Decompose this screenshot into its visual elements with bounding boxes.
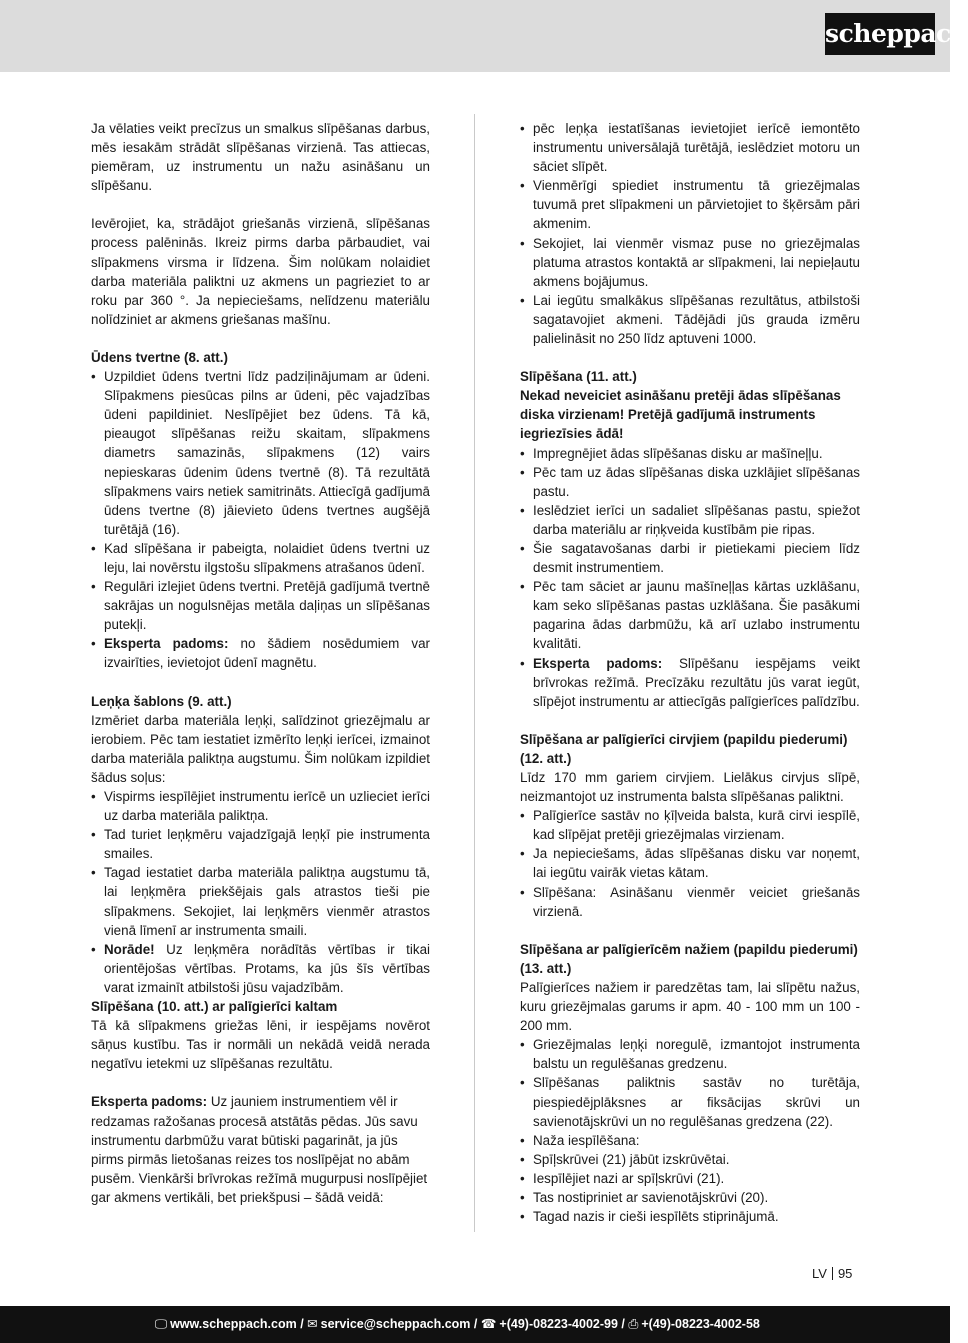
list-item: • Lai iegūtu smalkākus slīpēšanas rezultātus, atbilstoši sagatavojiet akmeni. Tādējādi jūs grauda izmēru palielināsit no 250 līdz aptuveni 1000. <box>520 291 860 348</box>
grinding-11-warning: Nekad neveiciet asināšanu pretēji ādas slīpēšanas diska virzienam! Pretējā gadījumā instruments iegriezīsies ādā! <box>520 388 841 442</box>
grinding-10-tip <box>91 1092 430 1207</box>
knives-intro: Palīgierīces nažiem ir paredzētas tam, lai slīpētu nažus, kuru griezējmalas garums ir apm. 40 - 100 mm un 100 - 200 mm. <box>520 979 860 1034</box>
grinding-11-list <box>520 444 860 711</box>
mail-icon: ✉ <box>307 1317 318 1331</box>
footer-email[interactable]: service@scheppach.com / <box>320 1317 478 1331</box>
footer-fax: +(49)-08223-4002-58 <box>641 1317 760 1331</box>
list-item: • pēc leņķa iestatīšanas ievietojiet ierīcē iemontēto instrumentu universālajā turētājā, ieslēdziet motoru un sāciet slīpēt. <box>520 119 860 176</box>
steps-list <box>520 119 860 348</box>
water-tank-heading: Ūdens tvertne (8. att.) <box>91 349 228 365</box>
angle-template-list <box>91 787 430 997</box>
right-column <box>520 119 860 1226</box>
list-item: • Pēc tam sāciet ar jaunu mašīneļļas kārtas uzklāšanu, kam seko slīpēšanas pastas uzklāšana. Šie pasākumi pagarina ādas darbmūžu, kā arī uzlabo instrumentu kvalitāti. <box>520 577 860 653</box>
axes-intro: Līdz 170 mm gariem cirvjiem. Lielākus cirvjus slīpē, neizmantojot uz instrumenta balsta slīpēšanas paliktni. <box>520 770 860 805</box>
list-item: • Vienmērīgi spiediet instrumentu tā griezējmalas tuvumā pret slīpakmeni un pārvietojiet to šķērsām pāri akmenim. <box>520 176 860 233</box>
monitor-icon: 🖵 <box>155 1317 168 1331</box>
list-item: • Vispirms iespīlējiet instrumentu ierīcē un uzlieciet ierīci uz darba materiāla paliktņa. <box>91 787 430 825</box>
grinding-10-text: Tā kā slīpakmens griežas lēni, ir iespējams novērot sāņus kustību. Tas ir normāli un nekādā veidā nerada negatīvu ietekmi uz slīpēšanas rezultātu. <box>91 1018 430 1072</box>
list-item: • Impregnējiet ādas slīpēšanas disku ar mašīneļļu. <box>520 444 860 463</box>
tip-text: Slīpēšanu iespējams veikt brīvrokas režīmā. Precīzāku rezultātu jūs varat iegūt, slīpējot instrumentu ar attiecīgās palīgierīces palīdzību. <box>533 655 860 709</box>
knives-heading: Slīpēšana ar palīgierīcēm nažiem (papildu piederumi) (13. att.) <box>520 941 858 976</box>
angle-template-heading: Leņķa šablons (9. att.) <box>91 693 232 709</box>
tip-label: Eksperta padoms: <box>91 1094 208 1110</box>
list-item: • Kad slīpēšana ir pabeigta, nolaidiet ūdens tvertni uz leju, lai novērstu ilgstošu slīpakmens atrašanos ūdenī. <box>91 539 430 577</box>
intro-paragraph: Ja vēlaties veikt precīzus un smalkus slīpēšanas darbus, mēs iesakām strādāt slīpēšanas virzienā. Tas attiecas, piemēram, uz instrumentu un nažu asināšanu un slīpēšanu. <box>91 121 430 194</box>
list-item: • Tad turiet leņķmēru vajadzīgajā leņķī pie instrumenta smailes. <box>91 825 430 863</box>
knives-list <box>520 1035 860 1226</box>
list-item: • Tas nostipriniet ar savienotājskrūvi (20). <box>520 1188 860 1207</box>
list-item: • Pēc tam uz ādas slīpēšanas diska uzklājiet slīpēšanas pastu. <box>520 463 860 501</box>
list-item: • Slīpēšana: Asināšanu vienmēr veiciet griešanās virzienā. <box>520 883 860 921</box>
footer-phone: +(49)-08223-4002-99 / <box>499 1317 625 1331</box>
footer-contacts <box>155 1306 760 1343</box>
list-item: • Ieslēdziet ierīci un sadaliet slīpēšanas pastu, spiežot darba materiālu ar riņķveida kustībām pie ripas. <box>520 501 860 539</box>
page-num: 95 <box>837 1266 853 1281</box>
list-item: • Tagad nazis ir cieši iespīlēts stiprinājumā. <box>520 1207 860 1226</box>
grinding-10-heading: Slīpēšana (10. att.) ar palīgierīci kaltam <box>91 999 338 1015</box>
left-column <box>91 119 430 1207</box>
list-item: • Naža iespīlēšana: <box>520 1131 860 1150</box>
list-item-note <box>91 940 430 997</box>
tip-label: Eksperta padoms: <box>533 655 663 671</box>
water-tank-list <box>91 367 430 673</box>
list-item: • Slīpēšanas paliktnis sastāv no turētāja, piespiedējplāksnes ar fiksācijas skrūvi un savienotājskrūvi un no regulēšanas gredzena (22). <box>520 1073 860 1130</box>
note-text: Uz leņķmēra norādītās vērtības ir tikai orientējošas vērtības. Protams, ka jūs šīs vērtības varat izmainīt atbilstoši jūsu vajadzībām. <box>104 941 430 995</box>
page-header <box>0 0 968 72</box>
page-lang: LV <box>812 1266 827 1281</box>
list-item: • Griezējmalas leņķi noregulē, izmantojot instrumenta balstu un regulēšanas gredzenu. <box>520 1035 860 1073</box>
scheppach-logo: scheppach <box>825 13 935 55</box>
list-item: • Regulāri izlejiet ūdens tvertni. Pretējā gadījumā tvertnē sakrājas un nogulsnējas metāla daļiņas un slīpēšanas putekļi. <box>91 577 430 634</box>
note-label: Norāde! <box>104 941 155 957</box>
page-footer <box>0 1306 950 1343</box>
page-separator <box>832 1267 833 1280</box>
column-divider <box>474 114 475 1232</box>
list-item: • Spīļskrūvei (21) jābūt izskrūvētai. <box>520 1150 860 1169</box>
tip-text: Uz jauniem instrumentiem vēl ir redzamas ražošanas procesā atstātās pēdas. Jūs savu instrumentu darbmūžu varat būtiski pagarināt, ja jūs pirms pirmās lietošanas reizes tos noslīpējat no abām pusēm. Vienkārši brīvrokas režīmā mugurpusi noslīpējiet gar akmens vertikāli, bet priekšpusi – šādā veidā: <box>91 1094 428 1205</box>
list-item: • Iespīlējiet nazi ar spīļskrūvi (21). <box>520 1169 860 1188</box>
fax-icon: ⎙ <box>628 1317 639 1331</box>
tip-label: Eksperta padoms: <box>104 636 229 652</box>
page-number <box>812 1266 852 1281</box>
axes-list <box>520 806 860 921</box>
note-paragraph: Ievērojiet, ka, strādājot griešanās virzienā, slīpēšanas process palēninās. Ikreiz pirms darba pārbaudiet, vai slīpakmens virsma ir līdzena. Šim nolūkam nolaidiet darba materiāla paliktni uz akmens un pagrieziet to ar roku par 360 °. Ja nepieciešams, nelīdzenu materiālu nolīdziniet ar akmens griešanas mašīnu. <box>91 216 430 327</box>
tip-text: no šādiem nosēdumiem var izvairīties, ievietojot ūdenī magnētu. <box>104 636 430 671</box>
list-item: • Sekojiet, lai vienmēr vismaz puse no griezējmalas platuma atrastos kontaktā ar slīpakmeni, lai nepieļautu akmens bojājumus. <box>520 234 860 291</box>
angle-template-intro: Izmēriet darba materiāla leņķi, salīdzinot griezējmalu ar ierobiem. Pēc tam iestatiet izmērīto leņķi ierīcei, izmainot darba materiāla paliktņa augstumu. Šim nolūkam izpildiet šādus soļus: <box>91 712 430 785</box>
list-item: • Tagad iestatiet darba materiāla paliktņa augstumu tā, lai leņķmēra priekšējais gals atrastos tieši pie slīpakmens. Sekojiet, lai leņķmērs vienmēr atrastos vienā līmenī ar instrumenta smaili. <box>91 863 430 939</box>
list-item: • Uzpildiet ūdens tvertni līdz padziļinājumam ar ūdeni. Slīpakmens piesūcas pilns ar ūdeni, pēc vajadzības ūdeni papildiniet. Neslīpējiet bez ūdens. Tā kā, pieaugot slīpēšanas reižu skaitam, slīpakmens diametrs samazinās, slīpakmens (12) vairs nepieskaras ūdenim ūdens tvertnē (8). Tā rezultātā slīpakmens vairs netiek samitrināts. Attiecīgā gadījumā ūdens tvertne (8) jāievieto ūdens tvertnes augšējā turētājā (16). <box>91 367 430 539</box>
list-item-tip <box>520 654 860 711</box>
grinding-11-heading: Slīpēšana (11. att.) <box>520 369 637 385</box>
footer-website[interactable]: www.scheppach.com / <box>170 1317 304 1331</box>
list-item: • Palīgierīce sastāv no ķīļveida balsta, kurā cirvi iespīlē, kad slīpējat pretēji griezējmalas virzienam. <box>520 806 860 844</box>
phone-icon: ☎ <box>480 1317 497 1331</box>
list-item: • Šie sagatavošanas darbi ir pietiekami pieciem līdz desmit instrumentiem. <box>520 539 860 577</box>
axes-heading: Slīpēšana ar palīgierīci cirvjiem (papildu piederumi) (12. att.) <box>520 731 848 766</box>
list-item: • Ja nepieciešams, ādas slīpēšanas disku var noņemt, lai iegūtu vairāk vietas kātam. <box>520 844 860 882</box>
list-item-tip <box>91 634 430 672</box>
